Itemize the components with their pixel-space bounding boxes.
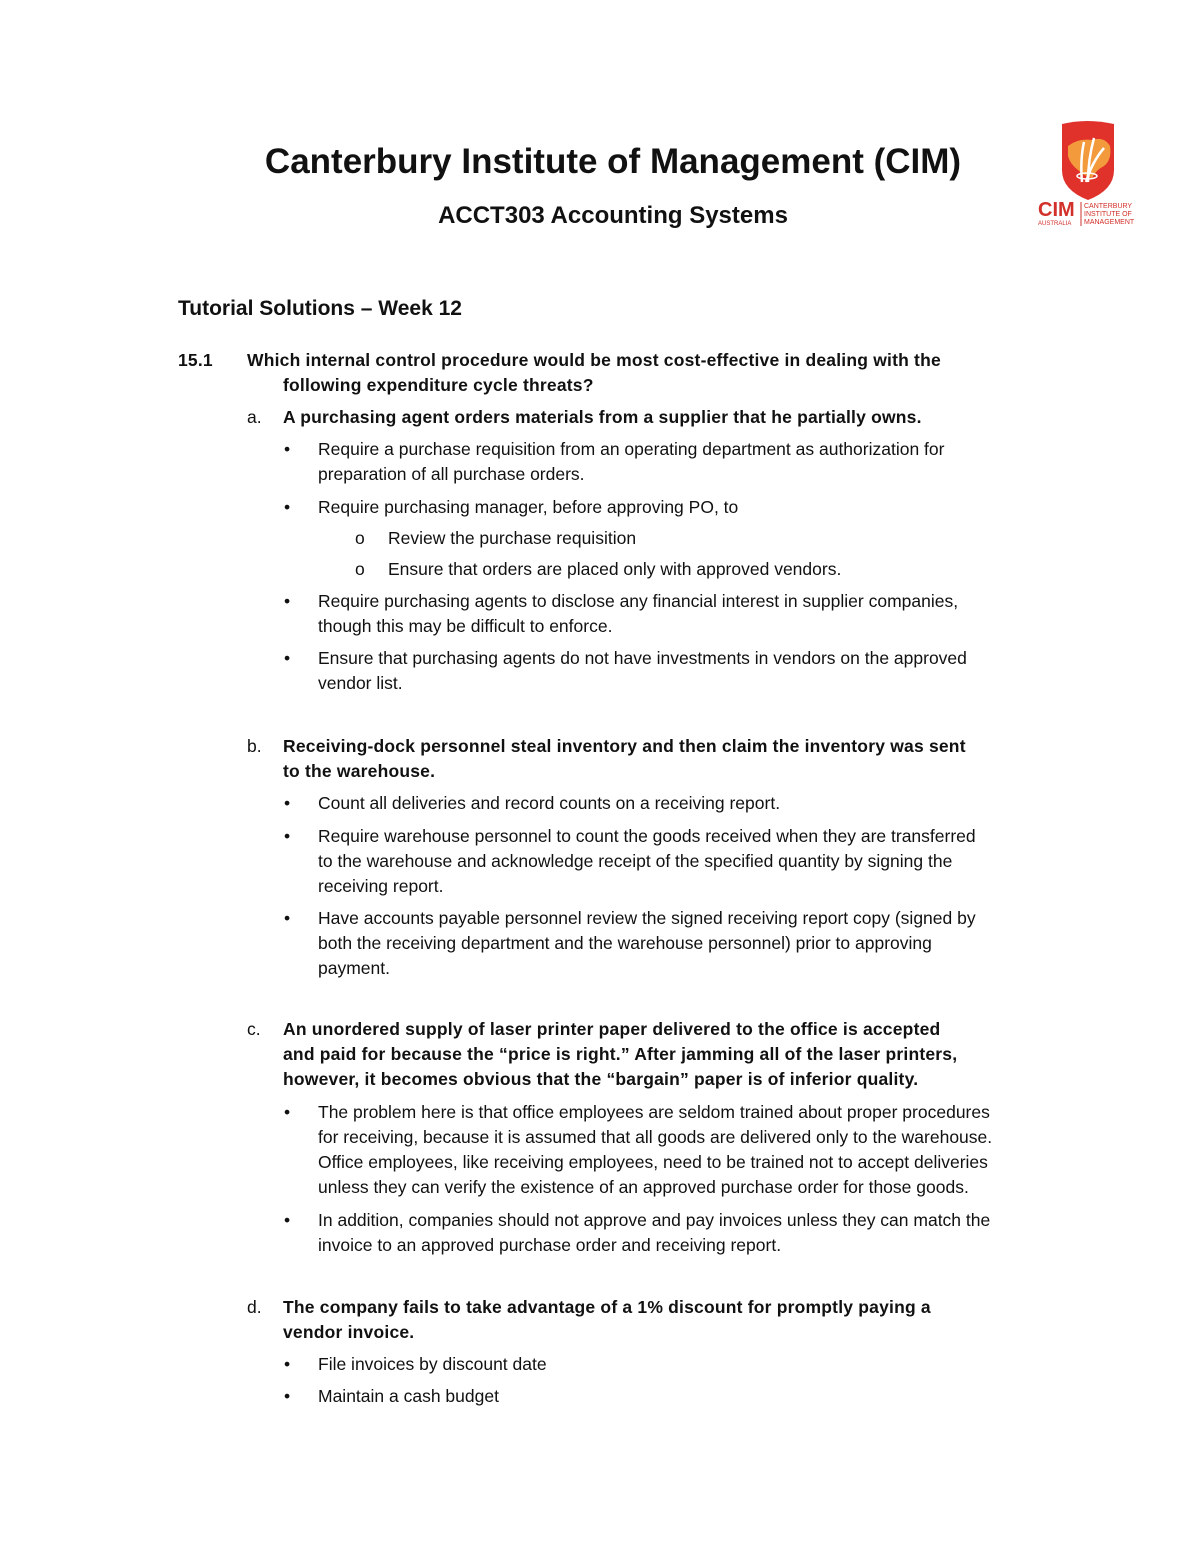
bullet-text-line: Office employees, like receiving employees, need to be trained not to accept deliveries	[318, 1152, 988, 1172]
part-letter: a.	[247, 407, 262, 427]
svg-text:AUSTRALIA: AUSTRALIA	[1038, 221, 1072, 227]
part-heading-line: to the warehouse.	[283, 761, 436, 781]
part-heading-line: The company fails to take advantage of a 1% discount for promptly paying a	[283, 1297, 931, 1317]
question-text-line: following expenditure cycle threats?	[283, 375, 594, 395]
bullet-text-line: though this may be difficult to enforce.	[318, 616, 613, 636]
bullet-icon: •	[284, 793, 291, 813]
course-subtitle: ACCT303 Accounting Systems	[438, 202, 788, 229]
bullet-text-line: invoice to an approved purchase order and receiving report.	[318, 1235, 782, 1255]
part-letter: b.	[247, 736, 262, 756]
bullet-text-line: The problem here is that office employees are seldom trained about proper procedures	[318, 1102, 990, 1122]
part-heading-line: however, it becomes obvious that the “bargain” paper is of inferior quality.	[283, 1069, 919, 1089]
part-heading-line: and paid for because the “price is right.” After jamming all of the laser printers,	[283, 1044, 958, 1064]
question-text-line: Which internal control procedure would be most cost-effective in dealing with the	[247, 350, 941, 370]
bullet-icon: •	[284, 1386, 291, 1406]
sub-bullet-icon: o	[355, 528, 365, 548]
bullet-text-line: for receiving, because it is assumed that all goods are delivered only to the warehouse.	[318, 1127, 993, 1147]
part-letter: c.	[247, 1019, 261, 1039]
bullet-text-line: Require warehouse personnel to count the goods received when they are transferred	[318, 826, 976, 846]
bullet-text-line: unless they can verify the existence of an approved purchase order for those goods.	[318, 1177, 969, 1197]
part-heading-line: vendor invoice.	[283, 1322, 415, 1342]
svg-text:CANTERBURY: CANTERBURY	[1084, 203, 1133, 210]
bullet-text-line: Have accounts payable personnel review the signed receiving report copy (signed by	[318, 908, 976, 928]
sub-bullet-text: Ensure that orders are placed only with approved vendors.	[388, 559, 842, 579]
bullet-text-line: Require purchasing agents to disclose any financial interest in supplier companies,	[318, 591, 959, 611]
bullet-icon: •	[284, 1102, 291, 1122]
bullet-text-line: Require purchasing manager, before approving PO, to	[318, 497, 739, 517]
question-number: 15.1	[178, 350, 213, 370]
bullet-icon: •	[284, 826, 291, 846]
bullet-icon: •	[284, 908, 291, 928]
section-title: Tutorial Solutions – Week 12	[178, 297, 462, 320]
sub-bullet-icon: o	[355, 559, 365, 579]
bullet-icon: •	[284, 1210, 291, 1230]
sub-bullet-text: Review the purchase requisition	[388, 528, 637, 548]
svg-text:INSTITUTE OF: INSTITUTE OF	[1084, 211, 1132, 218]
bullet-text-line: Ensure that purchasing agents do not have investments in vendors on the approved	[318, 648, 967, 668]
bullet-text-line: to the warehouse and acknowledge receipt of the specified quantity by signing the	[318, 851, 953, 871]
bullet-text-line: vendor list.	[318, 673, 403, 693]
bullet-text-line: In addition, companies should not approve and pay invoices unless they can match the	[318, 1210, 991, 1230]
bullet-text-line: File invoices by discount date	[318, 1354, 547, 1374]
svg-text:MANAGEMENT: MANAGEMENT	[1084, 219, 1135, 226]
bullet-text-line: both the receiving department and the warehouse personnel) prior to approving	[318, 933, 932, 953]
part-letter: d.	[247, 1297, 262, 1317]
part-heading-line: A purchasing agent orders materials from a supplier that he partially owns.	[283, 407, 922, 427]
document-title: Canterbury Institute of Management (CIM)	[264, 142, 962, 181]
bullet-icon: •	[284, 439, 291, 459]
bullet-icon: •	[284, 1354, 291, 1374]
bullet-icon: •	[284, 591, 291, 611]
svg-text:CIM: CIM	[1038, 199, 1075, 221]
bullet-text-line: Require a purchase requisition from an operating department as authorization for	[318, 439, 945, 459]
cim-logo	[1034, 120, 1140, 228]
bullet-icon: •	[284, 497, 291, 517]
bullet-text-line: payment.	[318, 958, 390, 978]
part-heading-line: Receiving-dock personnel steal inventory and then claim the inventory was sent	[283, 736, 966, 756]
bullet-text-line: Count all deliveries and record counts on a receiving report.	[318, 793, 781, 813]
part-heading-line: An unordered supply of laser printer paper delivered to the office is accepted	[283, 1019, 941, 1039]
bullet-icon: •	[284, 648, 291, 668]
bullet-text-line: receiving report.	[318, 876, 444, 896]
bullet-text-line: preparation of all purchase orders.	[318, 464, 585, 484]
bullet-text-line: Maintain a cash budget	[318, 1386, 499, 1406]
